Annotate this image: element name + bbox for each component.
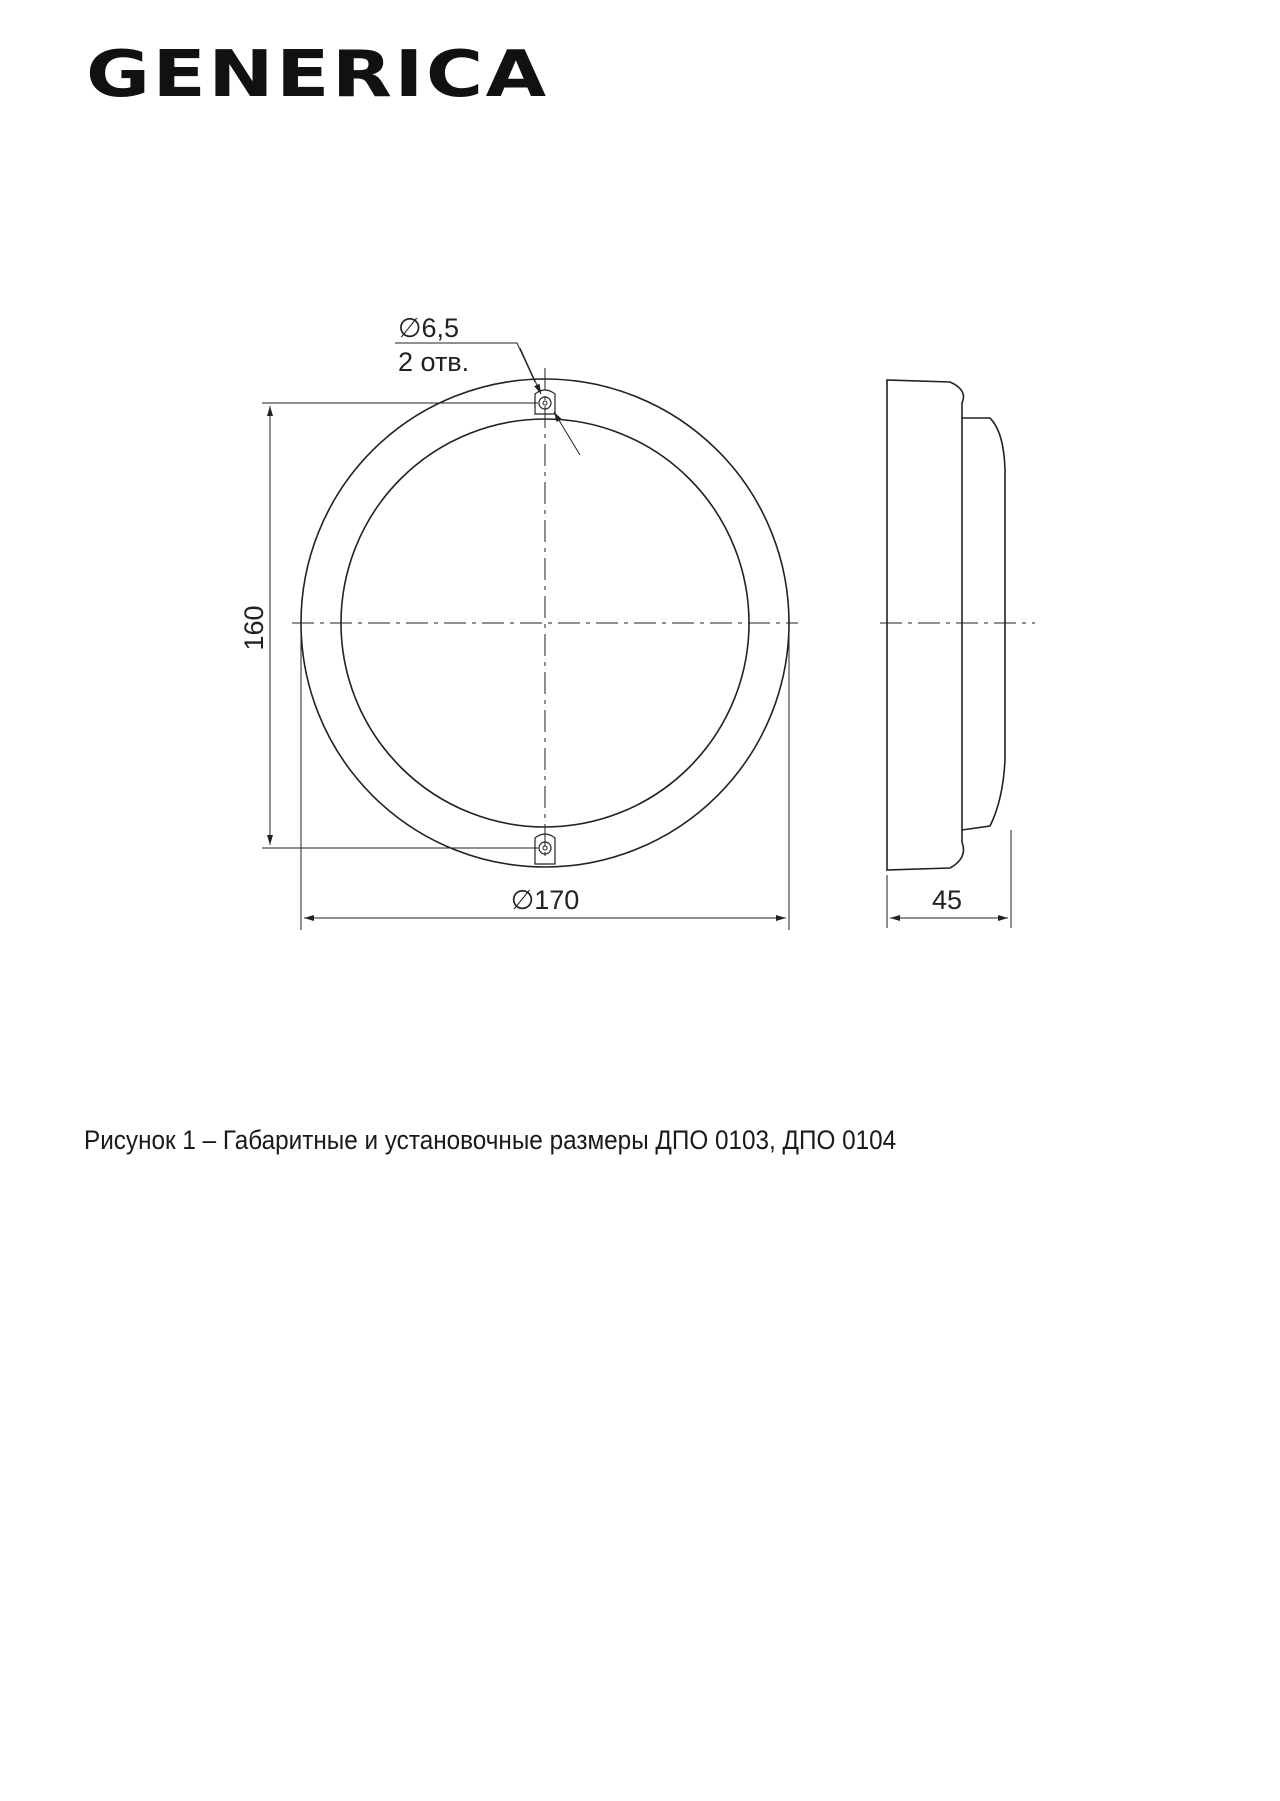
height-label: 160 <box>239 605 269 651</box>
side-profile-diffuser <box>962 418 1005 830</box>
brand-logo: GENERICA <box>86 38 549 112</box>
side-profile-body <box>887 380 964 870</box>
front-view <box>292 368 798 867</box>
hole-count-label: 2 отв. <box>398 347 470 377</box>
hole-diameter-label: ∅6,5 <box>398 313 460 343</box>
diameter-label: ∅170 <box>510 885 580 915</box>
side-view <box>880 380 1035 870</box>
figure-caption: Рисунок 1 – Габаритные и установочные размеры ДПО 0103, ДПО 0104 <box>84 1125 897 1155</box>
depth-label: 45 <box>931 885 963 915</box>
hole-arrow-upper <box>520 348 541 394</box>
hole-arrow-lower <box>554 412 580 455</box>
